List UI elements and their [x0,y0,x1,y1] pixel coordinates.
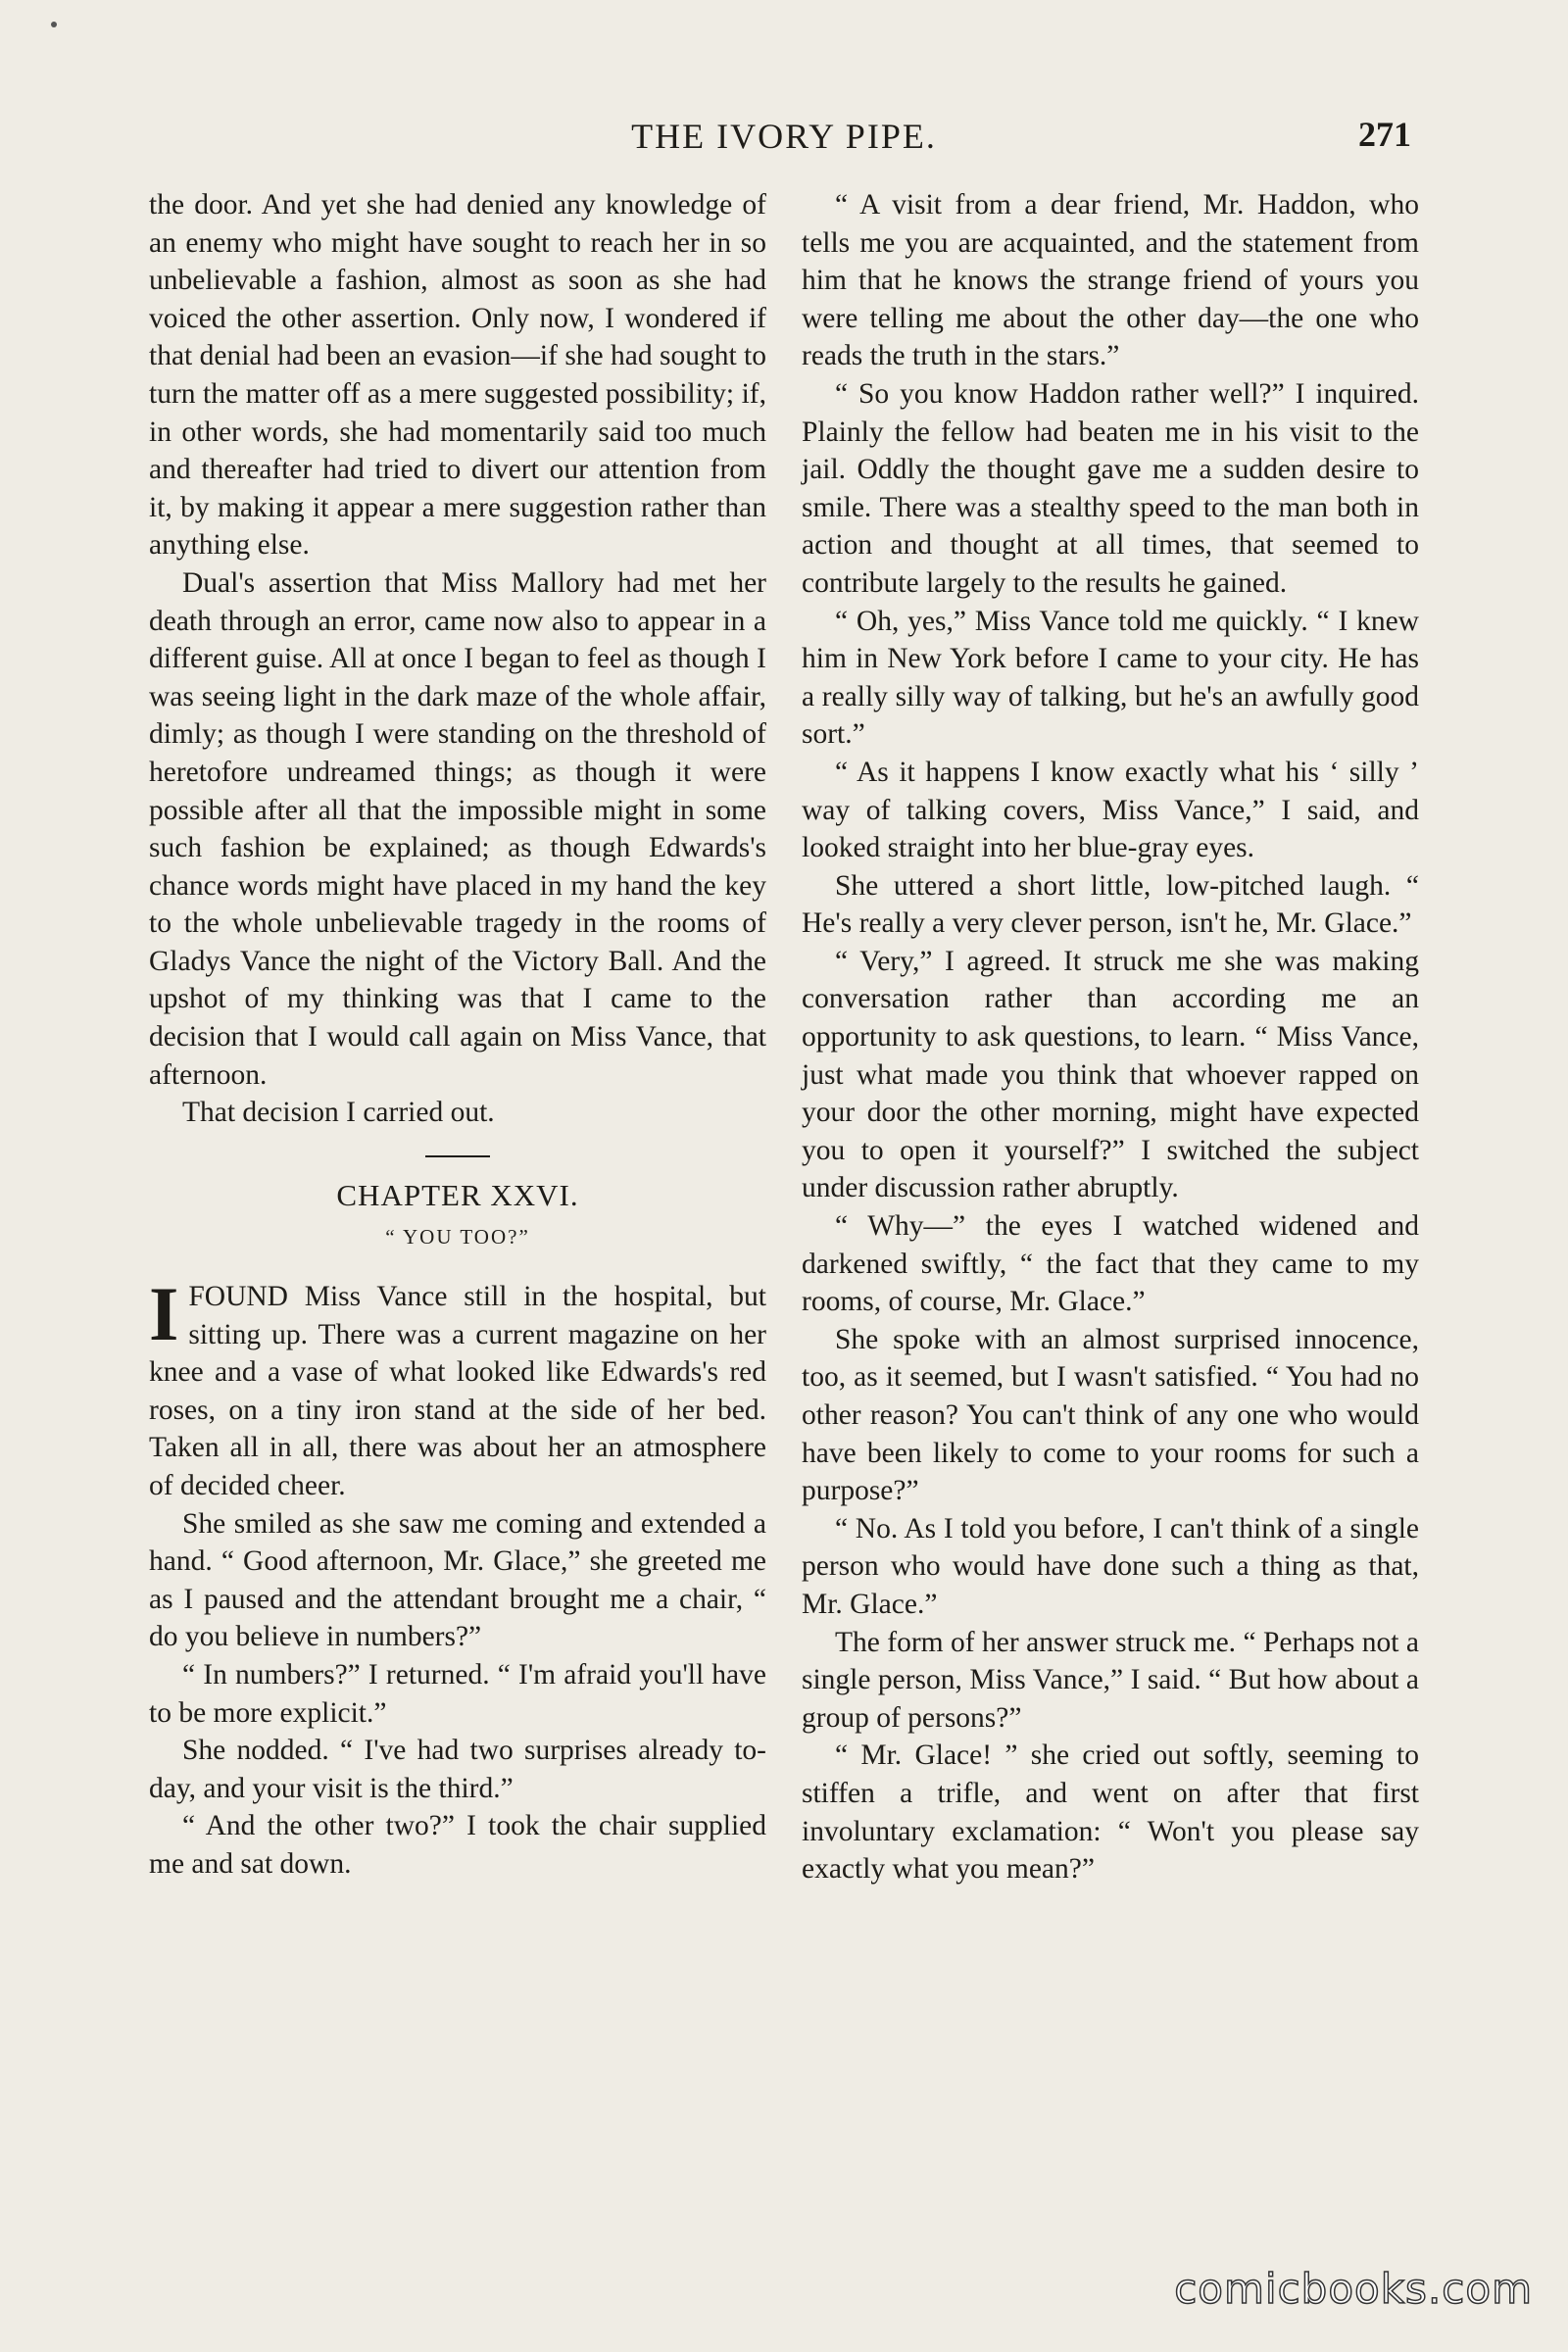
left-column [149,186,766,1884]
drop-cap: I [149,1271,179,1357]
corner-mark [51,22,57,27]
right-column [802,186,1419,1888]
chapter-subtitle: “ YOU TOO?” [385,1225,530,1250]
paragraph: The form of her answer struck me. “ Perhaps not a single person, Miss Vance,” I said. “ But how about a group of persons?” [802,1626,1419,1734]
running-title: THE IVORY PIPE. [631,117,937,156]
paragraph: “ Mr. Glace! ” she cried out softly, seeming to stiffen a trifle, and went on after that first involuntary exclamation: “ Won't you please say exactly what you mean?” [802,1740,1419,1886]
paragraph: “ Why—” the eyes I watched widened and darkened swiftly, “ the fact that they came to my rooms, of course, Mr. Glace.” [802,1210,1419,1318]
paragraph: “ As it happens I know exactly what his ‘ silly ’ way of talking covers, Miss Vance,” I said, and looked straight into her blue-gray eyes. [802,756,1419,864]
page-number: 271 [1358,115,1411,154]
watermark: comicbooks.com [1174,2265,1533,2313]
paragraph: “ Oh, yes,” Miss Vance told me quickly. “ I knew him in New York before I came to your city. He has a really silly way of talking, but he's an awfully good sort.” [802,605,1419,751]
running-head [147,110,1421,159]
paragraph: “ In numbers?” I returned. “ I'm afraid you'll have to be more explicit.” [149,1658,766,1729]
paragraph: the door. And yet she had denied any knowledge of an enemy who might have sought to reach her in so unbelievable a fashion, almost as soon as she had voiced the other assertion. Only now, I wondered if that denial had been an evasion—if she had sought to turn the matter off as a mere suggested possibility; if, in other words, she had momentarily said too much and thereafter had tried to divert our attention from it, by making it appear a mere suggestion rather than anything else. [149,189,766,562]
paragraph: “ A visit from a dear friend, Mr. Haddon, who tells me you are acquainted, and the statement from him that he knows the strange friend of yours you were telling me about the other day—the one who reads the truth in the stars.” [802,189,1419,372]
paragraph: “ So you know Haddon rather well?” I inquired. Plainly the fellow had beaten me in his visit to the jail. Oddly the thought gave me a sudden desire to smile. There was a stealthy speed to the man both in action and thought at all times, that seemed to contribute largely to the results he gained. [802,377,1419,599]
chapter-heading: CHAPTER XXVI. [336,1177,579,1212]
chapter-opening-paragraph [149,1271,766,1505]
paragraph: She uttered a short little, low-pitched laugh. “ He's really a very clever person, isn't he, Mr. Glace.” [802,869,1419,940]
section-divider [425,1155,490,1157]
paragraph: “ Very,” I agreed. It struck me she was making conversation rather than according me an opportunity to ask questions, to learn. “ Miss Vance, just what made you think that whoever rapped on your door the other morning, might have expected you to open it yourself?” I switched the subject under discussion rather abruptly. [802,945,1419,1204]
paragraph: Dual's assertion that Miss Mallory had met her death through an error, came now also to appear in a different guise. All at once I began to feel as though I was seeing light in the dark maze of the whole affair, dimly; as though I were standing on the threshold of heretofore undreamed things; as though it were possible after all that the impossible might in some such fashion be explained; as though Edwards's chance words might have placed in my hand the key to the whole unbelievable tragedy in the rooms of Gladys Vance the night of the Victory Ball. And the upshot of my thinking was that I came to the decision that I would call again on Miss Vance, that afternoon. [149,566,766,1091]
paragraph-text: FOUND Miss Vance still in the hospital, but sitting up. There was a current magazine on her knee and a vase of what looked like Edwards's red roses, on a tiny iron stand at the side of her bed. Taken all in all, there was about her an atmosphere of decided cheer. [149,1281,766,1501]
paragraph: She nodded. “ I've had two surprises already to-day, and your visit is the third.” [149,1735,766,1804]
paragraph: That decision I carried out. [182,1097,495,1129]
paragraph: She smiled as she saw me coming and extended a hand. “ Good afternoon, Mr. Glace,” she greeted me as I paused and the attendant brought me a chair, “ do you believe in numbers?” [149,1507,766,1653]
paragraph: “ And the other two?” I took the chair supplied me and sat down. [149,1810,766,1880]
paragraph: She spoke with an almost surprised innocence, too, as it seemed, but I wasn't satisfied. “ You had no other reason? You can't think of any one who would have been likely to come to your rooms for such a purpose?” [802,1323,1419,1507]
paragraph: “ No. As I told you before, I can't think of a single person who would have done such a thing as that, Mr. Glace.” [802,1512,1419,1620]
